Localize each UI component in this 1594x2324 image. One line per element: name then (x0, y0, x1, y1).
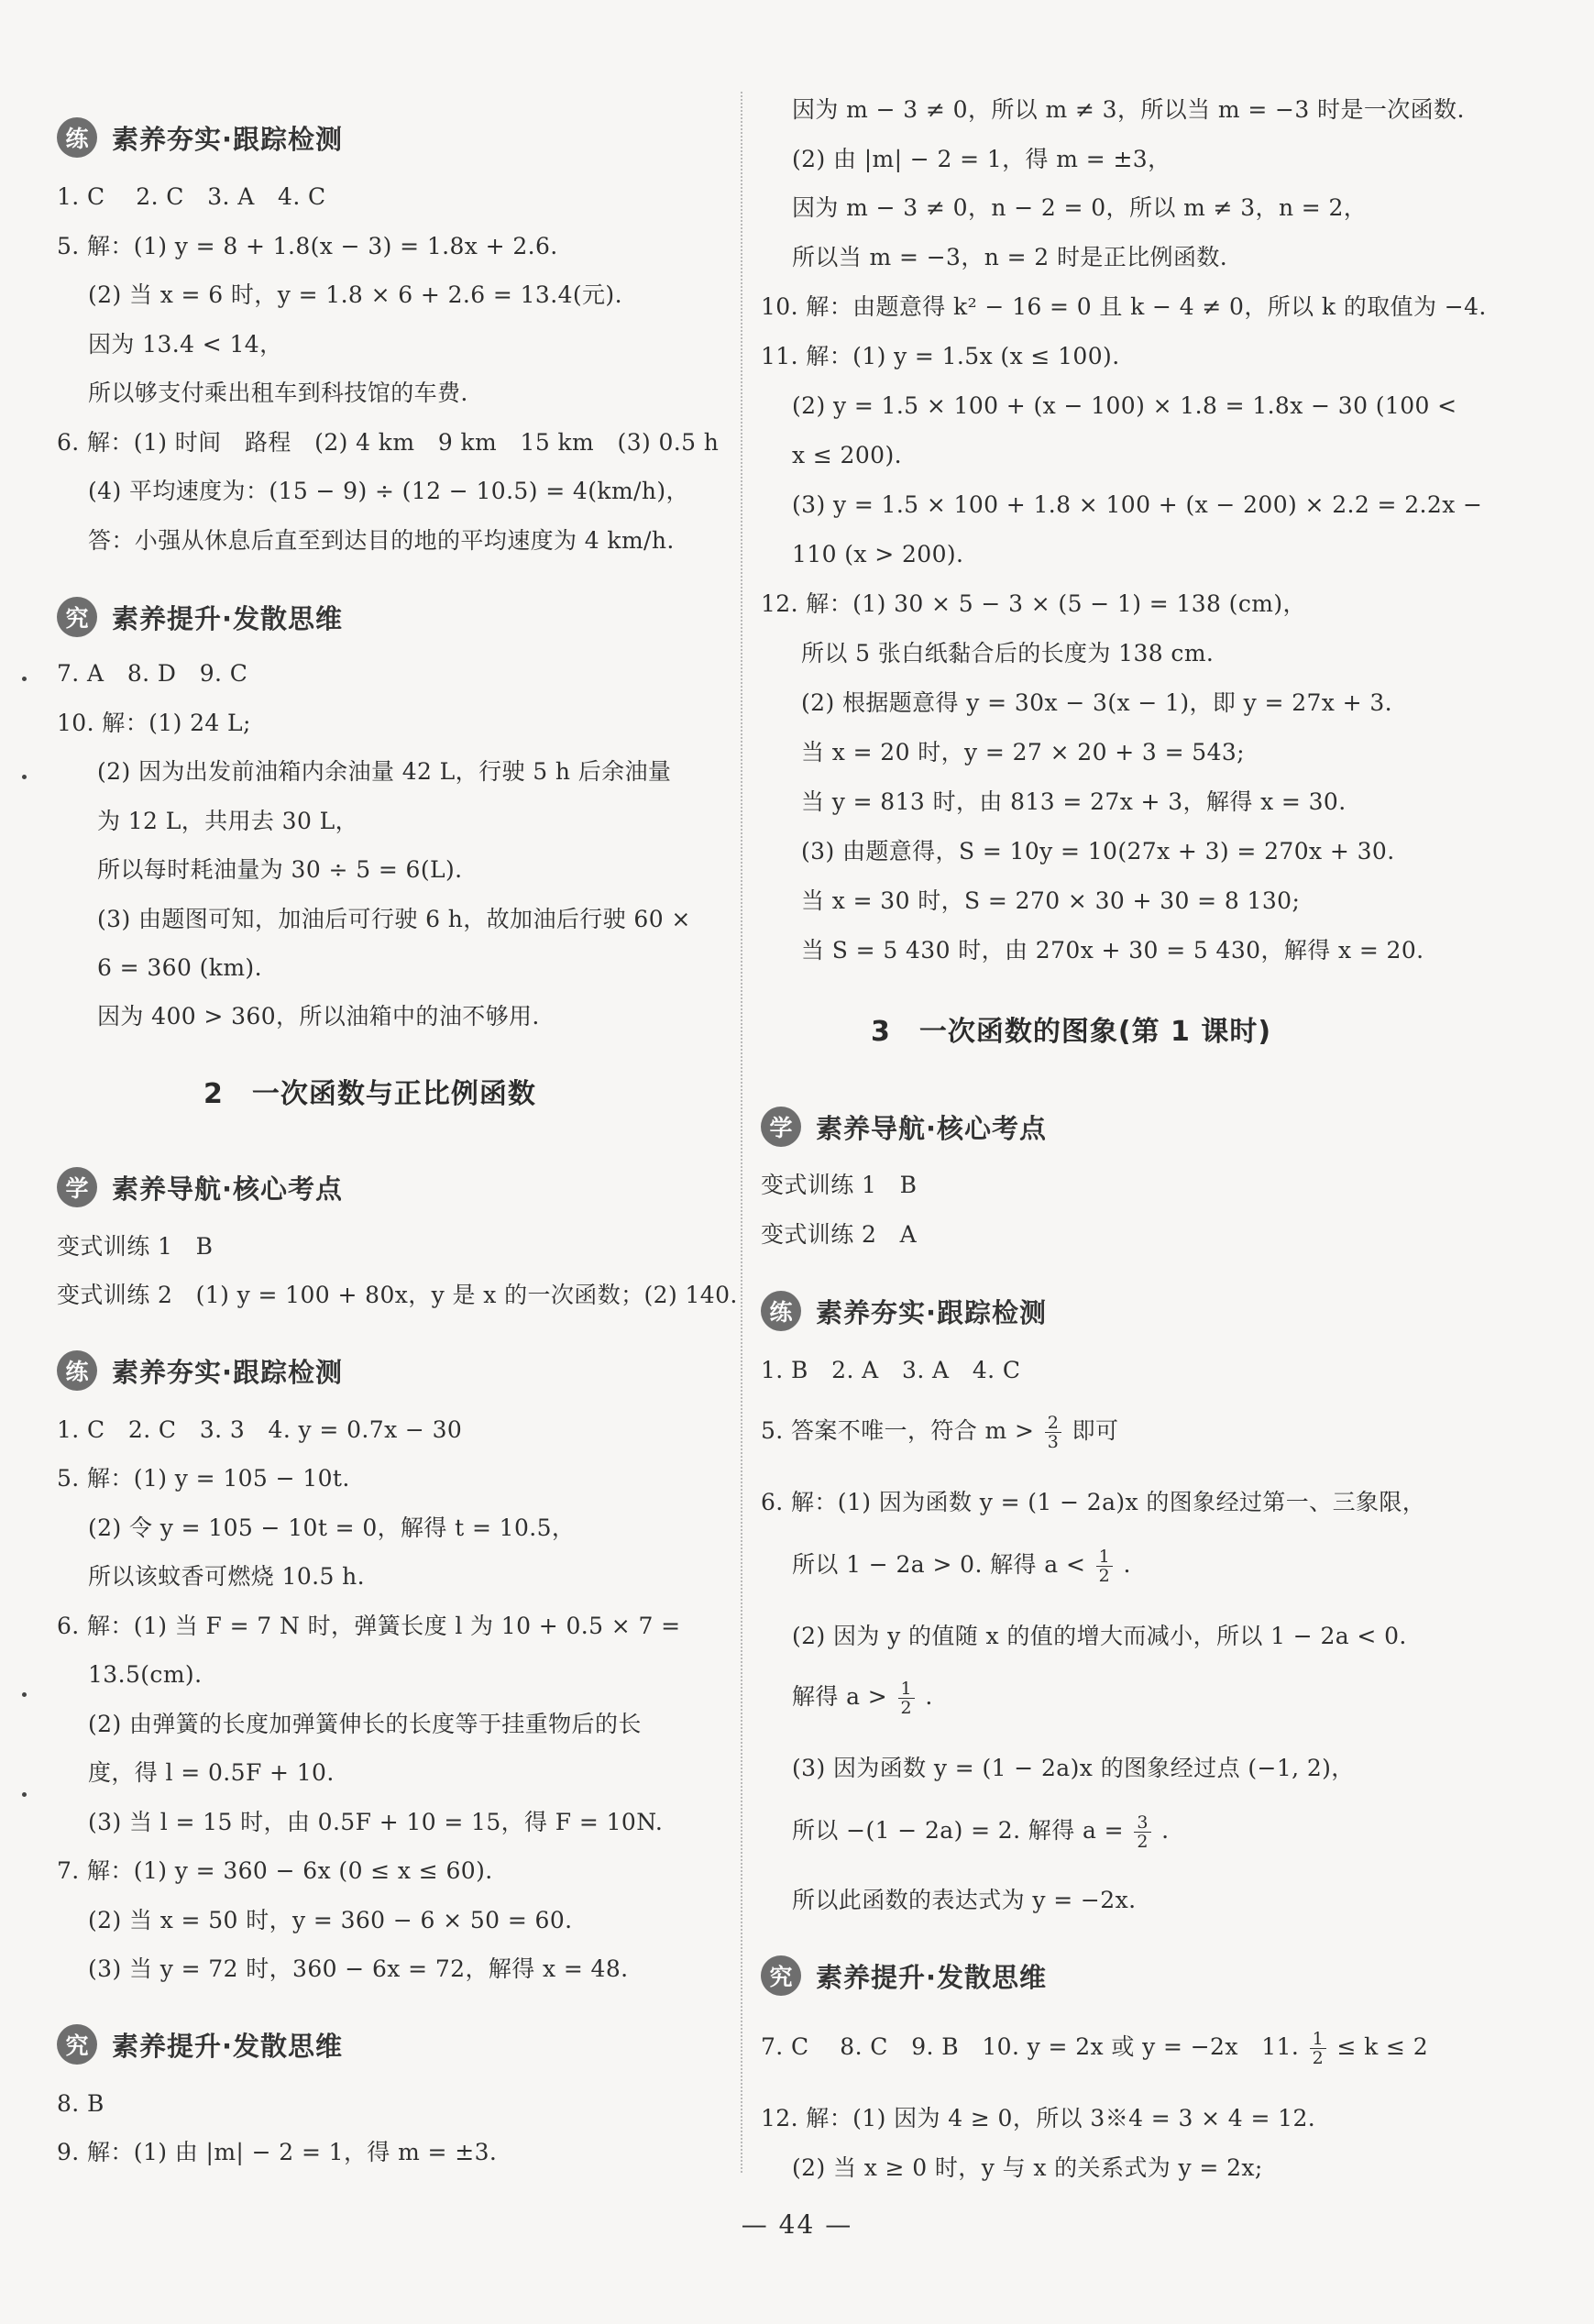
answer-line: 所以 5 张白纸黏合后的长度为 138 cm. (801, 640, 1215, 666)
answer-line: 1. C 2. C 3. A 4. C (57, 183, 326, 210)
answer-line: 7. A 8. D 9. C (57, 660, 248, 687)
answer-line: 为 12 L，共用去 30 L， (97, 808, 359, 834)
header-title: 素养提升·发散思维 (112, 602, 344, 634)
answer-line: (4) 平均速度为：(15 − 9) ÷ (12 − 10.5) = 4(km/h)， (88, 478, 689, 504)
header-title: 素养夯实·跟踪检测 (816, 1296, 1048, 1328)
section-header-extension (761, 1953, 1047, 1999)
answer-line: 当 x = 30 时，S = 270 × 30 + 30 = 8 130; (801, 887, 1301, 914)
answer-line: 6. 解：(1) 当 F = 7 N 时，弹簧长度 l 为 10 + 0.5 × 7 = (57, 1613, 681, 1639)
badge-icon: 练 (761, 1291, 801, 1331)
answer-line: 6. 解：(1) 因为函数 y = (1 − 2a)x 的图象经过第一、三象限， (761, 1489, 1426, 1515)
answer-line (792, 1547, 1131, 1585)
column-divider (741, 92, 742, 2173)
answer-line: 10. 解：由题意得 k² − 16 = 0 且 k − 4 ≠ 0，所以 k 的取值为 −4. (761, 293, 1487, 320)
answer-line (792, 1680, 933, 1717)
answer-line: 变式训练 2 A (761, 1221, 918, 1248)
answer-line: 12. 解：(1) 30 × 5 − 3 × (5 − 1) = 138 (cm)， (761, 590, 1306, 617)
margin-mark (22, 1692, 27, 1697)
section-header-guide (761, 1104, 1047, 1150)
answer-line: (3) 因为函数 y = (1 − 2a)x 的图象经过点 (−1, 2)， (792, 1755, 1355, 1781)
answer-line: (2) 因为 y 的值随 x 的值的增大而减小，所以 1 − 2a < 0. (792, 1623, 1407, 1649)
numerator: 1 (898, 1680, 916, 1699)
answer-line: (2) 因为出发前油箱内余油量 42 L，行驶 5 h 后余油量 (97, 758, 672, 785)
text-part: . (925, 1683, 933, 1710)
badge-icon: 练 (57, 117, 97, 158)
badge-icon: 究 (761, 1955, 801, 1996)
answer-line: (2) 由弹簧的长度加弹簧伸长的长度等于挂重物后的长 (88, 1711, 642, 1737)
answer-line: 9. 解：(1) 由 |m| − 2 = 1，得 m = ±3. (57, 2139, 498, 2165)
text-part: 所以 −(1 − 2a) = 2. 解得 a = (792, 1817, 1124, 1844)
text-part: 所以 1 − 2a > 0. 解得 a < (792, 1551, 1086, 1578)
text-part: 5. 答案不唯一，符合 m > (761, 1417, 1035, 1444)
answer-line: (2) 根据题意得 y = 30x − 3(x − 1)，即 y = 27x + 3. (801, 689, 1392, 716)
answer-line: (2) y = 1.5 × 100 + (x − 100) × 1.8 = 1.8x − 30 (100 < (792, 392, 1457, 419)
badge-icon: 学 (57, 1167, 97, 1207)
answer-line: 1. C 2. C 3. 3 4. y = 0.7x − 30 (57, 1416, 463, 1443)
answer-line: 5. 解：(1) y = 105 − 10t. (57, 1465, 350, 1492)
answer-line (792, 1813, 1170, 1851)
fraction (1045, 1414, 1062, 1451)
answer-line: 所以够支付乘出租车到科技馆的车费. (88, 380, 468, 406)
answer-line: x ≤ 200). (792, 442, 902, 468)
denominator: 3 (1047, 1432, 1060, 1452)
badge-icon: 究 (57, 2024, 97, 2065)
answer-line: (3) 当 y = 72 时，360 − 6x = 72，解得 x = 48. (88, 1955, 629, 1982)
answer-line: (3) y = 1.5 × 100 + 1.8 × 100 + (x − 200) × 2.2 = 2.2x − (792, 491, 1483, 518)
fraction (1134, 1813, 1151, 1851)
margin-mark (22, 677, 27, 681)
fraction (1096, 1547, 1114, 1585)
header-title: 素养夯实·跟踪检测 (112, 1356, 344, 1388)
answer-line: 所以该蚊香可燃烧 10.5 h. (88, 1563, 366, 1590)
section-header-extension (57, 2021, 343, 2067)
margin-mark (22, 1792, 27, 1797)
numerator: 3 (1134, 1813, 1151, 1833)
answer-line: 110 (x > 200). (792, 541, 964, 567)
answer-line: (2) 令 y = 105 − 10t = 0，解得 t = 10.5， (88, 1514, 576, 1541)
section-title: 2 一次函数与正比例函数 (203, 1078, 536, 1110)
answer-line: 变式训练 2 (1) y = 100 + 80x，y 是 x 的一次函数；(2) 140. (57, 1282, 738, 1308)
answer-line: 8. B (57, 2090, 104, 2117)
fraction (898, 1680, 916, 1717)
page-number: — 44 — (741, 2209, 853, 2240)
badge-icon: 学 (761, 1107, 801, 1147)
denominator: 2 (1137, 1832, 1149, 1852)
answer-line: 12. 解：(1) 因为 4 ≥ 0，所以 3※4 = 3 × 4 = 12. (761, 2105, 1316, 2131)
answer-line: 所以此函数的表达式为 y = −2x. (792, 1887, 1137, 1913)
answer-line: 变式训练 1 B (761, 1172, 918, 1198)
answer-line (761, 2030, 1428, 2067)
answer-line: 当 x = 20 时，y = 27 × 20 + 3 = 543; (801, 739, 1246, 765)
answer-line: 因为 400 > 360，所以油箱中的油不够用. (97, 1003, 540, 1030)
answer-line: (3) 由题图可知，加油后可行驶 6 h，故加油后行驶 60 × (97, 906, 691, 932)
text-part: . (1161, 1817, 1170, 1844)
answer-line: 7. 解：(1) y = 360 − 6x (0 ≤ x ≤ 60). (57, 1857, 493, 1884)
numerator: 1 (1096, 1547, 1114, 1567)
answer-line: (2) 当 x = 50 时，y = 360 − 6 × 50 = 60. (88, 1907, 573, 1933)
answer-line: 13.5(cm). (88, 1661, 203, 1688)
fraction (1310, 2030, 1327, 2067)
answer-line: 1. B 2. A 3. A 4. C (761, 1357, 1021, 1383)
answer-line: 变式训练 1 B (57, 1233, 214, 1260)
denominator: 2 (1098, 1566, 1111, 1586)
answer-line (761, 1414, 1118, 1451)
badge-icon: 练 (57, 1350, 97, 1391)
answer-line: 当 y = 813 时，由 813 = 27x + 3，解得 x = 30. (801, 788, 1347, 815)
answer-line: (2) 当 x = 6 时，y = 1.8 × 6 + 2.6 = 13.4(元). (88, 281, 622, 308)
answer-line: 因为 m − 3 ≠ 0，所以 m ≠ 3，所以当 m = −3 时是一次函数. (792, 96, 1465, 123)
answer-line: 10. 解：(1) 24 L; (57, 710, 251, 736)
answer-line: 11. 解：(1) y = 1.5x (x ≤ 100). (761, 343, 1120, 369)
numerator: 2 (1045, 1414, 1062, 1433)
section-header-practice (57, 1348, 343, 1393)
section-header-guide (57, 1164, 343, 1210)
numerator: 1 (1310, 2030, 1327, 2049)
header-title: 素养提升·发散思维 (816, 1961, 1048, 1993)
margin-mark (22, 775, 27, 779)
text-part: . (1123, 1551, 1131, 1578)
answer-line: (2) 由 |m| − 2 = 1，得 m = ±3， (792, 146, 1171, 172)
text-part: 7. C 8. C 9. B 10. y = 2x 或 y = −2x 11. (761, 2033, 1300, 2060)
answer-line: 当 S = 5 430 时，由 270x + 30 = 5 430，解得 x = 20. (801, 937, 1424, 964)
text-part: 解得 a > (792, 1683, 888, 1710)
answer-line: 答：小强从休息后直至到达目的地的平均速度为 4 km/h. (88, 527, 675, 554)
answer-line: 所以每时耗油量为 30 ÷ 5 = 6(L). (97, 856, 463, 883)
answer-line: (2) 当 x ≥ 0 时，y 与 x 的关系式为 y = 2x; (792, 2154, 1263, 2181)
text-part: 即可 (1072, 1417, 1119, 1444)
answer-line: 所以当 m = −3，n = 2 时是正比例函数. (792, 244, 1228, 270)
answer-line: 因为 13.4 < 14， (88, 331, 283, 358)
badge-icon: 究 (57, 597, 97, 637)
section-header-practice (57, 115, 343, 160)
text-part: ≤ k ≤ 2 (1336, 2033, 1429, 2060)
section-title: 3 一次函数的图象(第 1 课时) (871, 1016, 1272, 1048)
section-header-practice (761, 1288, 1047, 1334)
denominator: 2 (1312, 2048, 1325, 2068)
header-title: 素养提升·发散思维 (112, 2030, 344, 2062)
answer-line: 5. 解：(1) y = 8 + 1.8(x − 3) = 1.8x + 2.6. (57, 233, 558, 259)
answer-line: 6 = 360 (km). (97, 954, 262, 981)
answer-line: 6. 解：(1) 时间 路程 (2) 4 km 9 km 15 km (3) 0.5 h (57, 429, 720, 456)
answer-line: (3) 当 l = 15 时，由 0.5F + 10 = 15，得 F = 10N. (88, 1809, 664, 1835)
header-title: 素养导航·核心考点 (112, 1173, 344, 1205)
header-title: 素养夯实·跟踪检测 (112, 123, 344, 155)
answer-line: (3) 由题意得，S = 10y = 10(27x + 3) = 270x + 30. (801, 838, 1395, 865)
answer-line: 因为 m − 3 ≠ 0，n − 2 = 0，所以 m ≠ 3，n = 2， (792, 194, 1368, 221)
section-header-extension (57, 594, 343, 640)
answer-line: 度，得 l = 0.5F + 10. (88, 1759, 335, 1786)
denominator: 2 (900, 1698, 913, 1718)
header-title: 素养导航·核心考点 (816, 1112, 1048, 1144)
